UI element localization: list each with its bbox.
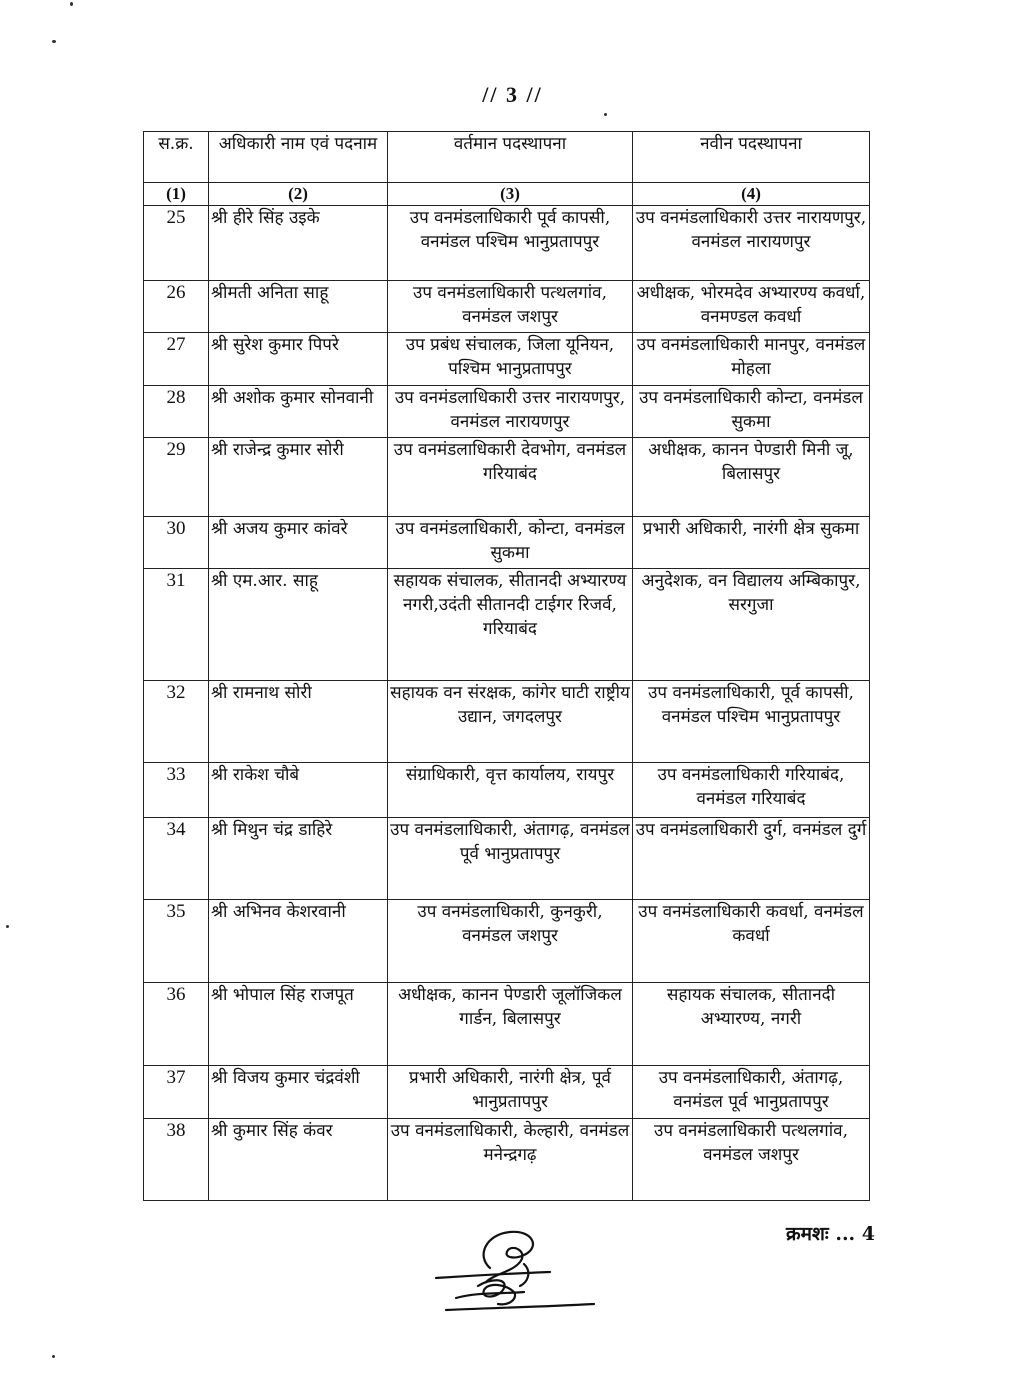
officer-name: श्री रामनाथ सोरी <box>209 681 388 763</box>
officer-name: श्री कुमार सिंह कंवर <box>209 1119 388 1201</box>
officer-name: श्री अजय कुमार कांवरे <box>209 517 388 569</box>
serial-number: 38 <box>144 1119 209 1201</box>
table-row <box>144 206 870 281</box>
officer-name: श्री अभिनव केशरवानी <box>209 900 388 983</box>
table-row <box>144 900 870 983</box>
serial-number: 26 <box>144 281 209 333</box>
column-number: (4) <box>633 183 870 206</box>
column-number: (1) <box>144 183 209 206</box>
officer-name: श्री भोपाल सिंह राजपूत <box>209 983 388 1066</box>
new-posting: उप वनमंडलाधिकारी दुर्ग, वनमंडल दुर्ग <box>633 818 870 900</box>
column-number: (2) <box>209 183 388 206</box>
current-posting: सहायक वन संरक्षक, कांगेर घाटी राष्ट्रीय उद्यान, जगदलपुर <box>388 681 633 763</box>
scan-speck <box>6 925 9 928</box>
table-row <box>144 438 870 517</box>
serial-number: 35 <box>144 900 209 983</box>
header-serial: स.क्र. <box>144 132 209 183</box>
officer-name: श्री हीरे सिंह उइके <box>209 206 388 281</box>
current-posting: उप वनमंडलाधिकारी, कुनकुरी, वनमंडल जशपुर <box>388 900 633 983</box>
serial-number: 32 <box>144 681 209 763</box>
current-posting: उप वनमंडलाधिकारी, कोन्टा, वनमंडल सुकमा <box>388 517 633 569</box>
officer-name: श्री अशोक कुमार सोनवानी <box>209 386 388 438</box>
table-row <box>144 983 870 1066</box>
column-number: (3) <box>388 183 633 206</box>
new-posting: उप वनमंडलाधिकारी पत्थलगांव, वनमंडल जशपुर <box>633 1119 870 1201</box>
current-posting: उप वनमंडलाधिकारी देवभोग, वनमंडल गरियाबंद <box>388 438 633 517</box>
continuation-note: क्रमशः ... 4 <box>786 1223 876 1245</box>
current-posting: उप वनमंडलाधिकारी पत्थलगांव, वनमंडल जशपुर <box>388 281 633 333</box>
current-posting: सहायक संचालक, सीतानदी अभ्यारण्य नगरी,उदंती सीतानदी टाईगर रिजर्व, गरियाबंद <box>388 569 633 681</box>
signature <box>428 1228 598 1323</box>
current-posting: प्रभारी अधिकारी, नारंगी क्षेत्र, पूर्व भानुप्रतापपुर <box>388 1066 633 1119</box>
table-row <box>144 517 870 569</box>
transfer-table <box>143 131 870 1201</box>
new-posting: अधीक्षक, भोरमदेव अभ्यारण्य कवर्धा, वनमण्डल कवर्धा <box>633 281 870 333</box>
new-posting: प्रभारी अधिकारी, नारंगी क्षेत्र सुकमा <box>633 517 870 569</box>
current-posting: उप प्रबंध संचालक, जिला यूनियन, पश्चिम भानुप्रतापपुर <box>388 333 633 386</box>
new-posting: अनुदेशक, वन विद्यालय अम्बिकापुर, सरगुजा <box>633 569 870 681</box>
new-posting: उप वनमंडलाधिकारी गरियाबंद, वनमंडल गरियाबंद <box>633 763 870 818</box>
serial-number: 37 <box>144 1066 209 1119</box>
current-posting: उप वनमंडलाधिकारी पूर्व कापसी, वनमंडल पश्चिम भानुप्रतापपुर <box>388 206 633 281</box>
new-posting: उप वनमंडलाधिकारी, अंतागढ़, वनमंडल पूर्व भानुप्रतापपुर <box>633 1066 870 1119</box>
new-posting: उप वनमंडलाधिकारी उत्तर नारायणपुर, वनमंडल नारायणपुर <box>633 206 870 281</box>
serial-number: 30 <box>144 517 209 569</box>
column-number-row <box>144 183 870 206</box>
header-current-posting: वर्तमान पदस्थापना <box>388 132 633 183</box>
current-posting: उप वनमंडलाधिकारी, अंतागढ़, वनमंडल पूर्व भानुप्रतापपुर <box>388 818 633 900</box>
serial-number: 27 <box>144 333 209 386</box>
scan-speck <box>52 1355 55 1358</box>
officer-name: श्री राजेन्द्र कुमार सोरी <box>209 438 388 517</box>
scan-speck <box>70 2 73 6</box>
page-number: // 3 // <box>482 82 543 107</box>
new-posting: अधीक्षक, कानन पेण्डारी मिनी जू, बिलासपुर <box>633 438 870 517</box>
table-row <box>144 386 870 438</box>
table-row <box>144 818 870 900</box>
serial-number: 25 <box>144 206 209 281</box>
table-row <box>144 763 870 818</box>
officer-name: श्रीमती अनिता साहू <box>209 281 388 333</box>
serial-number: 29 <box>144 438 209 517</box>
serial-number: 33 <box>144 763 209 818</box>
officer-name: श्री राकेश चौबे <box>209 763 388 818</box>
new-posting: सहायक संचालक, सीतानदी अभ्यारण्य, नगरी <box>633 983 870 1066</box>
table-row <box>144 281 870 333</box>
serial-number: 31 <box>144 569 209 681</box>
current-posting: उप वनमंडलाधिकारी उत्तर नारायणपुर, वनमंडल नारायणपुर <box>388 386 633 438</box>
officer-name: श्री मिथुन चंद्र डाहिरे <box>209 818 388 900</box>
table-row <box>144 333 870 386</box>
serial-number: 34 <box>144 818 209 900</box>
header-officer-name: अधिकारी नाम एवं पदनाम <box>209 132 388 183</box>
table-row <box>144 1066 870 1119</box>
officer-name: श्री एम.आर. साहू <box>209 569 388 681</box>
serial-number: 28 <box>144 386 209 438</box>
officer-name: श्री सुरेश कुमार पिपरे <box>209 333 388 386</box>
scan-speck <box>52 40 56 43</box>
table-row <box>144 681 870 763</box>
officer-name: श्री विजय कुमार चंद्रवंशी <box>209 1066 388 1119</box>
table-row <box>144 569 870 681</box>
current-posting: संग्राधिकारी, वृत्त कार्यालय, रायपुर <box>388 763 633 818</box>
new-posting: उप वनमंडलाधिकारी, पूर्व कापसी, वनमंडल पश्चिम भानुप्रतापपुर <box>633 681 870 763</box>
header-new-posting: नवीन पदस्थापना <box>633 132 870 183</box>
scan-speck <box>604 113 607 116</box>
new-posting: उप वनमंडलाधिकारी कोन्टा, वनमंडल सुकमा <box>633 386 870 438</box>
header-row <box>144 132 870 183</box>
new-posting: उप वनमंडलाधिकारी कवर्धा, वनमंडल कवर्धा <box>633 900 870 983</box>
current-posting: उप वनमंडलाधिकारी, केल्हारी, वनमंडल मनेन्द्रगढ़ <box>388 1119 633 1201</box>
new-posting: उप वनमंडलाधिकारी मानपुर, वनमंडल मोहला <box>633 333 870 386</box>
table-row <box>144 1119 870 1201</box>
serial-number: 36 <box>144 983 209 1066</box>
current-posting: अधीक्षक, कानन पेण्डारी जूलॉजिकल गार्डन, बिलासपुर <box>388 983 633 1066</box>
